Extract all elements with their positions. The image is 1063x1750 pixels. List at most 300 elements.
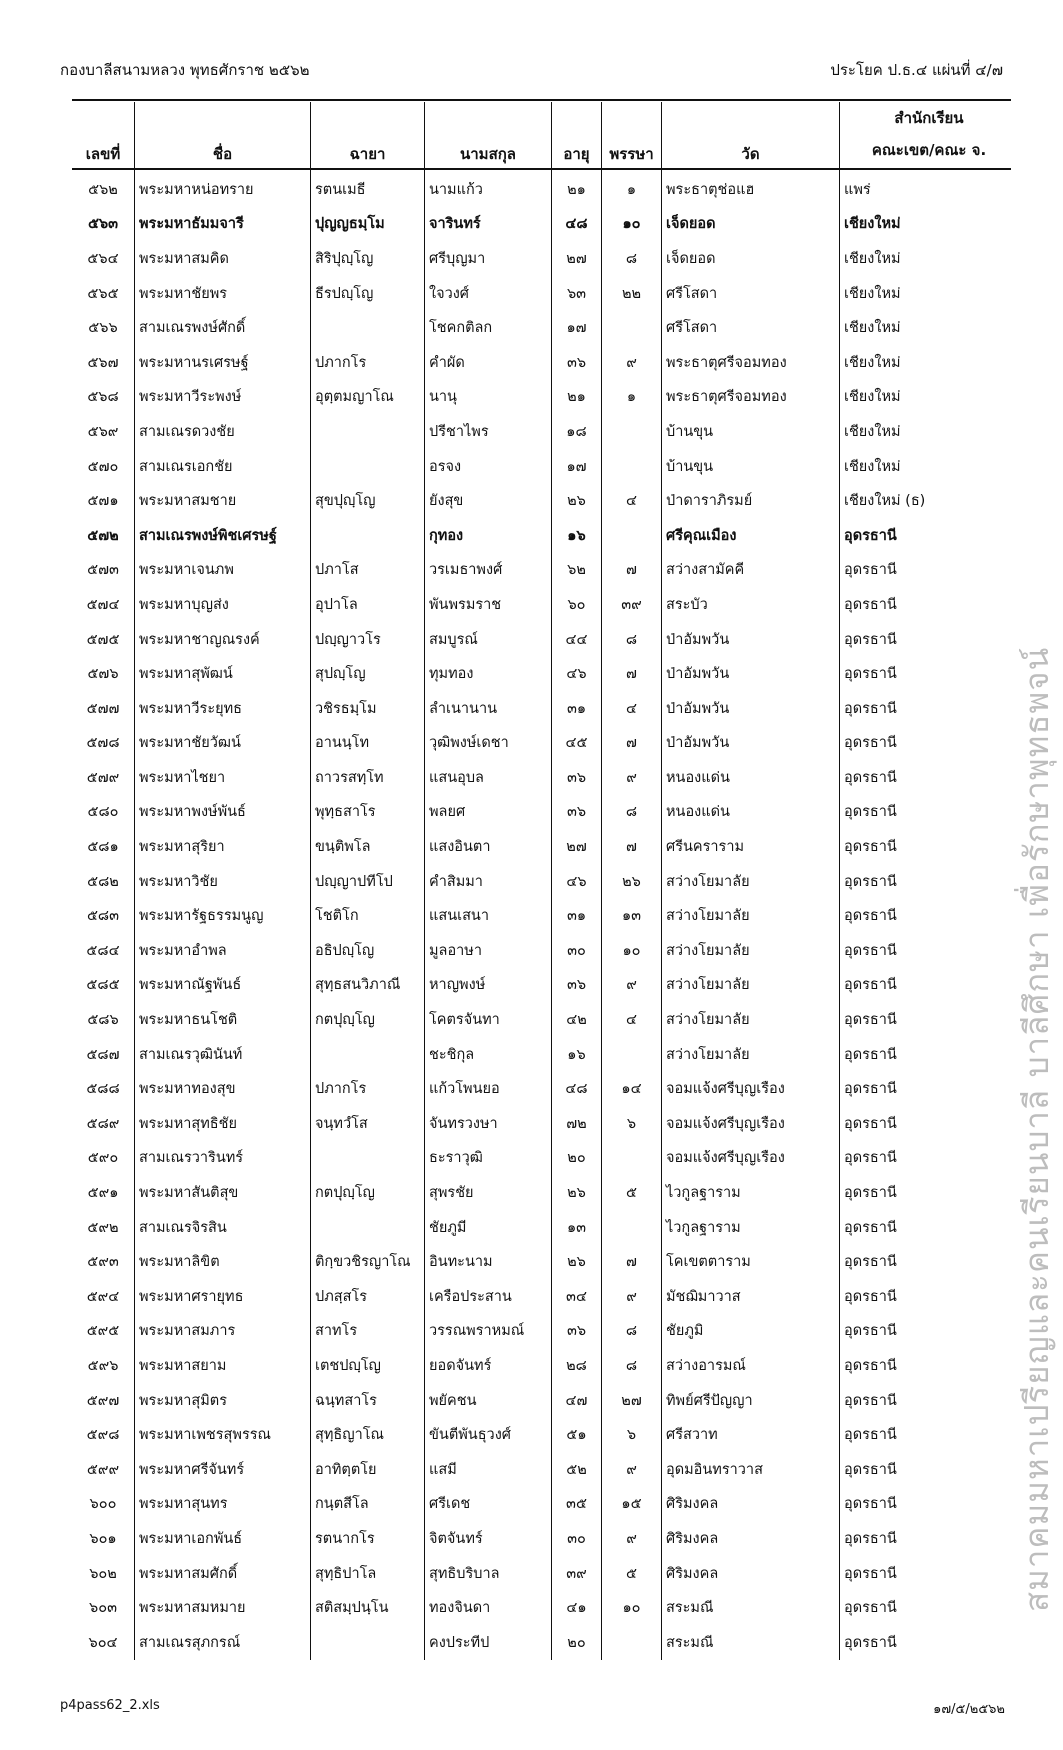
cell-pansa: ๑๐	[602, 207, 662, 242]
cell-wat: สว่างโยมาลัย	[662, 1002, 840, 1037]
table-row	[72, 483, 1018, 518]
cell-surname: คำสิมมา	[425, 864, 552, 899]
cell-chaya: จนฺทวํโส	[311, 1106, 425, 1141]
cell-chaya: ปภากโร	[311, 1071, 425, 1106]
cell-wat: ป่าอัมพวัน	[662, 622, 840, 657]
cell-name: พระมหาสมหมาย	[135, 1590, 311, 1625]
cell-surname: ทุมทอง	[425, 656, 552, 691]
cell-surname: เครือประสาน	[425, 1279, 552, 1314]
table-row	[72, 933, 1018, 968]
table-row	[72, 795, 1018, 830]
cell-wat: สว่างโยมาลัย	[662, 968, 840, 1003]
cell-name: พระมหาสมชาย	[135, 483, 311, 518]
cell-surname: สมบูรณ์	[425, 622, 552, 657]
cell-age: ๒๖	[552, 1175, 602, 1210]
cell-name: พระมหาศรายุทธ	[135, 1279, 311, 1314]
table-row	[72, 1452, 1018, 1487]
cell-wat: สว่างโยมาลัย	[662, 1037, 840, 1072]
cell-name: พระมหาสุนทร	[135, 1487, 311, 1522]
cell-surname: จันทรวงษา	[425, 1106, 552, 1141]
cell-school: อุดรธานี	[840, 587, 1019, 622]
cell-name: พระมหาวิชัย	[135, 864, 311, 899]
cell-pansa: ๙	[602, 1452, 662, 1487]
cell-name: พระมหาธัมมจารี	[135, 207, 311, 242]
cell-pansa: ๗	[602, 1244, 662, 1279]
cell-name: พระมหาสมคิด	[135, 241, 311, 276]
cell-chaya: อุปาโล	[311, 587, 425, 622]
table-body	[72, 172, 1018, 1660]
cell-age: ๔๖	[552, 864, 602, 899]
cell-surname: แสงอินตา	[425, 829, 552, 864]
cell-age: ๓๖	[552, 345, 602, 380]
cell-pansa: ๑๔	[602, 1071, 662, 1106]
cell-pansa	[602, 1141, 662, 1176]
cell-wat: ศรีคุณเมือง	[662, 518, 840, 553]
col-header-pansa: พรรษา	[602, 102, 662, 172]
table-row	[72, 518, 1018, 553]
cell-wat: สว่างโยมาลัย	[662, 933, 840, 968]
cell-wat: โคเขตตาราม	[662, 1244, 840, 1279]
cell-chaya: ปญฺญาวโร	[311, 622, 425, 657]
cell-name: สามเณรพงษ์ศักดิ์	[135, 310, 311, 345]
cell-wat: อุดมอินทราวาส	[662, 1452, 840, 1487]
cell-pansa: ๙	[602, 345, 662, 380]
cell-surname: แก้วโพนยอ	[425, 1071, 552, 1106]
table-row	[72, 1625, 1018, 1660]
cell-pansa: ๕	[602, 1175, 662, 1210]
cell-school: อุดรธานี	[840, 1625, 1019, 1660]
cell-chaya: สุขปุญฺโญ	[311, 483, 425, 518]
cell-pansa: ๕	[602, 1556, 662, 1591]
cell-pansa: ๑๐	[602, 933, 662, 968]
cell-chaya	[311, 414, 425, 449]
col-header-surname: นามสกุล	[425, 102, 552, 172]
cell-surname: แสมี	[425, 1452, 552, 1487]
cell-surname: พันพรมราช	[425, 587, 552, 622]
cell-school: เชียงใหม่	[840, 207, 1019, 242]
cell-name: สามเณรพงษ์พิชเศรษฐ์	[135, 518, 311, 553]
cell-name: พระมหาสุพัฒน์	[135, 656, 311, 691]
cell-no: ๕๙๕	[86, 1323, 120, 1340]
cell-chaya: ปภาโส	[311, 553, 425, 588]
cell-school: อุดรธานี	[840, 1244, 1019, 1279]
cell-pansa: ๑๕	[602, 1487, 662, 1522]
cell-chaya: วชิรธมฺโม	[311, 691, 425, 726]
col-header-age: อายุ	[552, 102, 602, 172]
cell-school: อุดรธานี	[840, 829, 1019, 864]
cell-surname: แสนอุบล	[425, 760, 552, 795]
cell-age: ๓๔	[552, 1279, 602, 1314]
table-row	[72, 345, 1018, 380]
cell-school: อุดรธานี	[840, 656, 1019, 691]
cell-no: ๕๘๕	[86, 977, 120, 994]
cell-pansa: ๑	[602, 172, 662, 207]
cell-no: ๕๖๗	[87, 354, 119, 371]
cell-wat: บ้านขุน	[662, 414, 840, 449]
cell-wat: ศิริมงคล	[662, 1521, 840, 1556]
table-row	[72, 760, 1018, 795]
cell-school: อุดรธานี	[840, 1141, 1019, 1176]
cell-no: ๖๐๐	[89, 1496, 117, 1513]
cell-pansa: ๗	[602, 656, 662, 691]
cell-surname: ทองจินดา	[425, 1590, 552, 1625]
cell-surname: ยังสุข	[425, 483, 552, 518]
cell-school: เชียงใหม่	[840, 241, 1019, 276]
cell-no: ๕๘๗	[86, 1046, 120, 1063]
cell-school: อุดรธานี	[840, 726, 1019, 761]
cell-pansa: ๓๙	[602, 587, 662, 622]
cell-surname: อินทะนาม	[425, 1244, 552, 1279]
cell-pansa	[602, 414, 662, 449]
cell-no: ๕๘๔	[86, 942, 120, 959]
cell-pansa: ๙	[602, 760, 662, 795]
cell-name: พระมหาไชยา	[135, 760, 311, 795]
table-row	[72, 449, 1018, 484]
cell-wat: จอมแจ้งศรีบุญเรือง	[662, 1106, 840, 1141]
cell-age: ๑๖	[552, 1037, 602, 1072]
cell-school: อุดรธานี	[840, 1521, 1019, 1556]
cell-wat: ศรีโสดา	[662, 310, 840, 345]
table-row	[72, 172, 1018, 207]
cell-surname: วรรณพราหมณ์	[425, 1314, 552, 1349]
cell-surname: นานุ	[425, 380, 552, 415]
cell-pansa: ๔	[602, 483, 662, 518]
table-row	[72, 1141, 1018, 1176]
cell-age: ๓๖	[552, 760, 602, 795]
table-row	[72, 276, 1018, 311]
cell-surname: ชัยภูมี	[425, 1210, 552, 1245]
cell-school: อุดรธานี	[840, 1175, 1019, 1210]
cell-chaya: ถาวรสทฺโท	[311, 760, 425, 795]
cell-name: พระมหาเอกพันธ์	[135, 1521, 311, 1556]
cell-pansa: ๘	[602, 622, 662, 657]
cell-chaya: อานนฺโท	[311, 726, 425, 761]
cell-no: ๕๗๗	[86, 700, 120, 717]
table-row	[72, 380, 1018, 415]
table-row	[72, 1244, 1018, 1279]
cell-wat: บ้านขุน	[662, 449, 840, 484]
cell-wat: สว่างสามัคคี	[662, 553, 840, 588]
cell-pansa	[602, 310, 662, 345]
cell-surname: อรจง	[425, 449, 552, 484]
cell-no: ๕๙๗	[86, 1392, 120, 1409]
cell-chaya: อธิปญฺโญ	[311, 933, 425, 968]
cell-school: อุดรธานี	[840, 760, 1019, 795]
cell-wat: สระมณี	[662, 1590, 840, 1625]
cell-age: ๒๗	[552, 829, 602, 864]
cell-chaya: สาทโร	[311, 1314, 425, 1349]
cell-name: พระมหาชาญณรงค์	[135, 622, 311, 657]
cell-no: ๕๘๙	[86, 1115, 120, 1132]
cell-chaya: กนฺตสีโล	[311, 1487, 425, 1522]
cell-chaya: ธีรปญฺโญ	[311, 276, 425, 311]
cell-name: สามเณรจิรสิน	[135, 1210, 311, 1245]
cell-age: ๒๐	[552, 1141, 602, 1176]
cell-age: ๒๐	[552, 1625, 602, 1660]
cell-age: ๑๓	[552, 1210, 602, 1245]
cell-school: อุดรธานี	[840, 1487, 1019, 1522]
cell-age: ๓๖	[552, 795, 602, 830]
cell-pansa: ๑๐	[602, 1590, 662, 1625]
cell-no: ๖๐๔	[88, 1634, 118, 1651]
cell-no: ๕๙๘	[86, 1427, 120, 1444]
cell-chaya	[311, 1625, 425, 1660]
cell-wat: ป่าอัมพวัน	[662, 726, 840, 761]
table-row	[72, 656, 1018, 691]
cell-age: ๓๐	[552, 1521, 602, 1556]
cell-age: ๑๘	[552, 414, 602, 449]
cell-wat: ป่าดาราภิรมย์	[662, 483, 840, 518]
cell-name: พระมหาเพชรสุพรรณ	[135, 1417, 311, 1452]
cell-school: อุดรธานี	[840, 1279, 1019, 1314]
cell-pansa: ๘	[602, 241, 662, 276]
table-row	[72, 414, 1018, 449]
cell-no: ๕๗๔	[86, 596, 120, 613]
cell-pansa: ๔	[602, 691, 662, 726]
cell-age: ๓๖	[552, 968, 602, 1003]
table-row	[72, 553, 1018, 588]
cell-surname: คงประทีป	[425, 1625, 552, 1660]
cell-wat: สระบัว	[662, 587, 840, 622]
cell-surname: สุทธิบริบาล	[425, 1556, 552, 1591]
cell-name: พระมหาวีระพงษ์	[135, 380, 311, 415]
cell-age: ๖๒	[552, 553, 602, 588]
cell-age: ๓๑	[552, 691, 602, 726]
cell-name: พระมหาสุมิตร	[135, 1383, 311, 1418]
col-header-school-line1: สำนักเรียน	[894, 109, 964, 127]
cell-no: ๕๖๒	[88, 181, 118, 198]
cell-surname: ศรีบุญมา	[425, 241, 552, 276]
cell-surname: ยอดจันทร์	[425, 1348, 552, 1383]
cell-wat: สว่างอารมณ์	[662, 1348, 840, 1383]
cell-surname: แสนเสนา	[425, 898, 552, 933]
cell-age: ๔๗	[552, 1383, 602, 1418]
cell-no: ๕๙๙	[86, 1461, 120, 1478]
cell-chaya: อาทิตฺตโย	[311, 1452, 425, 1487]
cell-pansa	[602, 1210, 662, 1245]
cell-school: เชียงใหม่	[840, 414, 1019, 449]
cell-pansa: ๒๖	[602, 864, 662, 899]
cell-chaya: สุปญฺโญ	[311, 656, 425, 691]
table-row	[72, 898, 1018, 933]
cell-wat: ศิริมงคล	[662, 1487, 840, 1522]
table-row	[72, 1487, 1018, 1522]
cell-no: ๕๗๐	[87, 458, 119, 475]
cell-surname: พลยศ	[425, 795, 552, 830]
cell-school: อุดรธานี	[840, 622, 1019, 657]
cell-name: พระมหาชัยวัฒน์	[135, 726, 311, 761]
cell-school: อุดรธานี	[840, 1383, 1019, 1418]
col-header-chaya: ฉายา	[311, 102, 425, 172]
cell-chaya	[311, 1141, 425, 1176]
cell-chaya: ปญฺญาปทีโป	[311, 864, 425, 899]
cell-school: เชียงใหม่ (ธ)	[840, 483, 1019, 518]
cell-no: ๕๖๙	[87, 423, 119, 440]
cell-name: พระมหาลิขิต	[135, 1244, 311, 1279]
cell-wat: ศรีโสดา	[662, 276, 840, 311]
cell-no: ๕๙๔	[86, 1288, 120, 1305]
cell-chaya: พุทฺธสาโร	[311, 795, 425, 830]
cell-name: พระมหาทองสุข	[135, 1071, 311, 1106]
cell-school: อุดรธานี	[840, 553, 1019, 588]
cell-age: ๓๙	[552, 1556, 602, 1591]
cell-pansa: ๖	[602, 1417, 662, 1452]
cell-age: ๑๖	[552, 518, 602, 553]
cell-surname: หาญพงษ์	[425, 968, 552, 1003]
cell-age: ๔๒	[552, 1002, 602, 1037]
cell-wat: ไวกูลฐาราม	[662, 1210, 840, 1245]
cell-pansa: ๘	[602, 1348, 662, 1383]
cell-chaya	[311, 1037, 425, 1072]
cell-surname: นามแก้ว	[425, 172, 552, 207]
cell-name: พระมหานรเศรษฐ์	[135, 345, 311, 380]
cell-no: ๕๗๘	[86, 735, 120, 752]
cell-wat: สระมณี	[662, 1625, 840, 1660]
cell-pansa: ๑	[602, 380, 662, 415]
table-row	[72, 310, 1018, 345]
cell-chaya: สุทฺธิญาโณ	[311, 1417, 425, 1452]
cell-age: ๒๖	[552, 483, 602, 518]
cell-school: เชียงใหม่	[840, 345, 1019, 380]
cell-school: อุดรธานี	[840, 518, 1019, 553]
table-top-rule	[72, 99, 1011, 101]
cell-age: ๔๘	[552, 1071, 602, 1106]
cell-school: เชียงใหม่	[840, 276, 1019, 311]
cell-surname: จารินทร์	[425, 207, 552, 242]
cell-wat: ป่าอัมพวัน	[662, 656, 840, 691]
cell-surname: สุพรชัย	[425, 1175, 552, 1210]
cell-chaya: สุทฺธสนวิภาณี	[311, 968, 425, 1003]
cell-name: พระมหาชัยพร	[135, 276, 311, 311]
cell-school: เชียงใหม่	[840, 380, 1019, 415]
cell-surname: พยัคชน	[425, 1383, 552, 1418]
col-header-school-line2: คณะเขต/คณะ จ.	[871, 141, 987, 159]
table-row	[72, 241, 1018, 276]
cell-school: อุดรธานี	[840, 1037, 1019, 1072]
cell-no: ๕๖๕	[87, 285, 119, 302]
table-header-rule	[72, 168, 1011, 170]
cell-chaya: รตนเมธี	[311, 172, 425, 207]
cell-chaya: ปภากโร	[311, 345, 425, 380]
table-row	[72, 1071, 1018, 1106]
cell-no: ๕๙๖	[87, 1357, 119, 1374]
table-row	[72, 1314, 1018, 1349]
cell-chaya: สิริปุญฺโญ	[311, 241, 425, 276]
table-row	[72, 691, 1018, 726]
cell-pansa: ๗	[602, 829, 662, 864]
cell-no: ๕๙๑	[87, 1185, 119, 1202]
cell-name: พระมหาบุญส่ง	[135, 587, 311, 622]
cell-school: อุดรธานี	[840, 1071, 1019, 1106]
cell-surname: วรเมธาพงศ์	[425, 553, 552, 588]
cell-surname: ใจวงศ์	[425, 276, 552, 311]
cell-surname: ปรีชาไพร	[425, 414, 552, 449]
cell-age: ๒๖	[552, 1244, 602, 1279]
cell-no: ๕๗๑	[87, 493, 119, 510]
cell-pansa: ๒๗	[602, 1383, 662, 1418]
footer-filename: p4pass62_2.xls	[60, 1698, 160, 1713]
cell-school: อุดรธานี	[840, 933, 1019, 968]
cell-no: ๕๖๔	[87, 250, 119, 267]
cell-age: ๓๖	[552, 1314, 602, 1349]
cell-name: พระมหาสุริยา	[135, 829, 311, 864]
cell-name: พระมหาหน่อทราย	[135, 172, 311, 207]
cell-school: เชียงใหม่	[840, 310, 1019, 345]
table-row	[72, 829, 1018, 864]
cell-wat: พระธาตุศรีจอมทอง	[662, 380, 840, 415]
cell-no: ๕๗๖	[87, 666, 119, 683]
cell-wat: มัชฌิมาวาส	[662, 1279, 840, 1314]
cell-name: สามเณรดวงชัย	[135, 414, 311, 449]
cell-wat: ทิพย์ศรีปัญญา	[662, 1383, 840, 1418]
table-header-row	[72, 102, 1018, 172]
cell-surname: โคตรจันทา	[425, 1002, 552, 1037]
cell-no: ๕๗๙	[86, 769, 120, 786]
col-header-school	[840, 102, 1019, 172]
document-header-left: กองบาลีสนามหลวง พุทธศักราช ๒๕๖๒	[60, 61, 310, 79]
cell-name: พระมหาวีระยุทธ	[135, 691, 311, 726]
cell-name: สามเณรวุฒินันท์	[135, 1037, 311, 1072]
cell-pansa: ๘	[602, 795, 662, 830]
cell-name: พระมหาณัฐพันธ์	[135, 968, 311, 1003]
cell-name: พระมหาเจนภพ	[135, 553, 311, 588]
cell-surname: จิตจันทร์	[425, 1521, 552, 1556]
table-row	[72, 1037, 1018, 1072]
cell-chaya	[311, 1210, 425, 1245]
cell-chaya: ปุญญธมฺโม	[311, 207, 425, 242]
cell-name: พระมหาสมศักดิ์	[135, 1556, 311, 1591]
cell-pansa: ๙	[602, 1279, 662, 1314]
cell-no: ๕๘๑	[87, 839, 119, 856]
cell-no: ๕๙๒	[87, 1219, 119, 1236]
cell-pansa	[602, 1625, 662, 1660]
cell-age: ๕๑	[552, 1417, 602, 1452]
cell-school: อุดรธานี	[840, 1452, 1019, 1487]
col-header-wat: วัด	[662, 102, 840, 172]
cell-pansa: ๙	[602, 1521, 662, 1556]
cell-wat: จอมแจ้งศรีบุญเรือง	[662, 1071, 840, 1106]
cell-wat: พระธาตุศรีจอมทอง	[662, 345, 840, 380]
cell-school: อุดรธานี	[840, 1002, 1019, 1037]
table-row	[72, 1590, 1018, 1625]
cell-wat: พระธาตุช่อแฮ	[662, 172, 840, 207]
cell-no: ๕๘๐	[87, 804, 119, 821]
cell-school: แพร่	[840, 172, 1019, 207]
cell-age: ๓๐	[552, 933, 602, 968]
table-row	[72, 622, 1018, 657]
cell-wat: ป่าอัมพวัน	[662, 691, 840, 726]
cell-chaya: ปภสฺสโร	[311, 1279, 425, 1314]
cell-age: ๖๓	[552, 276, 602, 311]
table-row	[72, 1348, 1018, 1383]
cell-surname: ลำเนานาน	[425, 691, 552, 726]
side-watermark: สมาคมมหาเปรียญและคนเรียนบาลี บาลีศึกษา เพื่อรักษาพุทธพจน์	[1017, 646, 1056, 1612]
cell-school: อุดรธานี	[840, 864, 1019, 899]
cell-name: พระมหาศรีจันทร์	[135, 1452, 311, 1487]
cell-pansa: ๔	[602, 1002, 662, 1037]
cell-school: อุดรธานี	[840, 1417, 1019, 1452]
cell-name: สามเณรเอกชัย	[135, 449, 311, 484]
cell-school: อุดรธานี	[840, 1210, 1019, 1245]
cell-age: ๖๐	[552, 587, 602, 622]
cell-wat: หนองแด่น	[662, 795, 840, 830]
cell-chaya: โชติโก	[311, 898, 425, 933]
table-row	[72, 1521, 1018, 1556]
table-row	[72, 207, 1018, 242]
cell-wat: เจ็ดยอด	[662, 241, 840, 276]
cell-age: ๒๑	[552, 172, 602, 207]
cell-wat: หนองแด่น	[662, 760, 840, 795]
